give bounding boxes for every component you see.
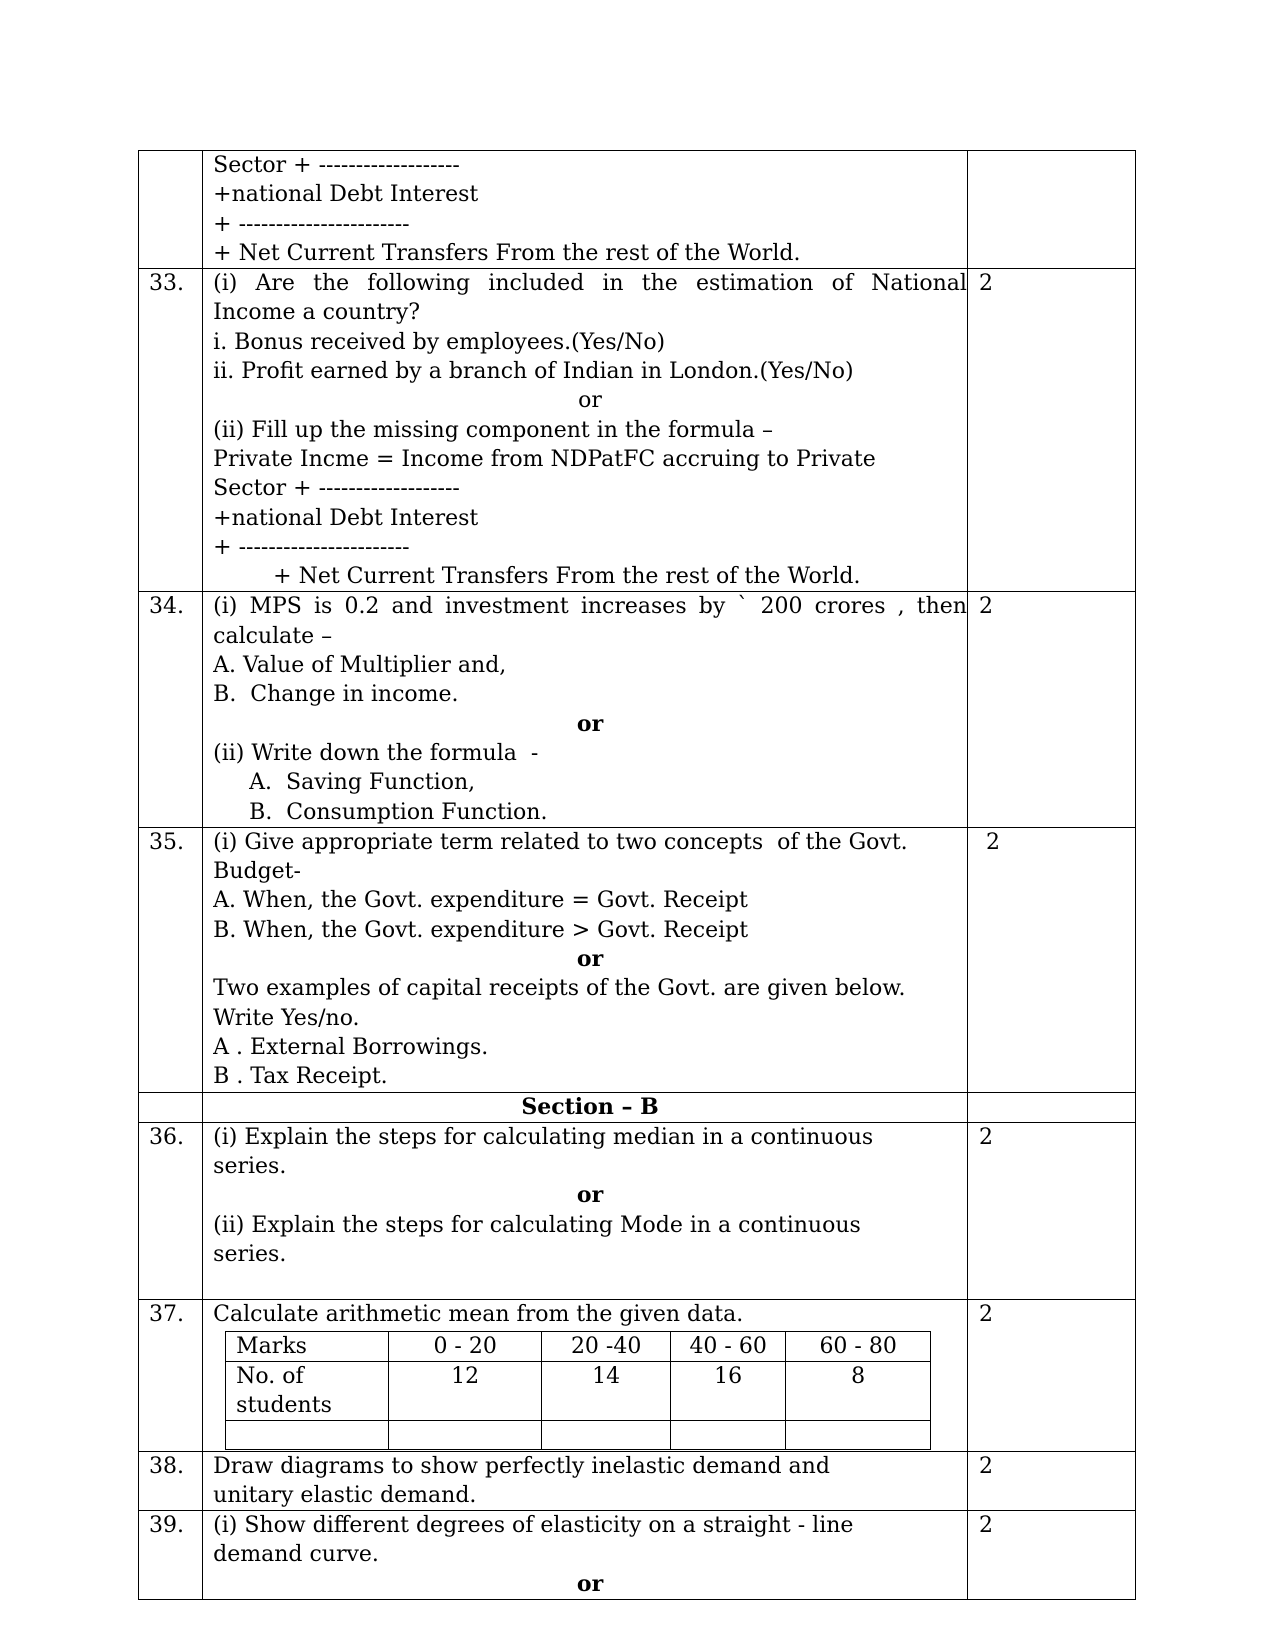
marks-cell: [967, 1092, 1135, 1122]
question-body: [203, 1511, 968, 1600]
data-table-header-row: [226, 1331, 931, 1361]
data-table-empty-row: [226, 1420, 931, 1449]
row-label-line: No. of: [236, 1363, 304, 1389]
text-line: Budget-: [213, 859, 301, 885]
question-number: 38.: [139, 1451, 203, 1511]
empty-cell: [671, 1420, 786, 1449]
section-heading-cell: [203, 1092, 968, 1122]
question-number: 36.: [139, 1122, 203, 1299]
data-table-class-interval: 40 - 60: [671, 1331, 786, 1361]
table-row-q36: [139, 1122, 1136, 1299]
text-line: demand curve.: [213, 1542, 379, 1568]
marks-value: 2: [967, 1300, 1135, 1451]
data-table-frequency: 16: [671, 1361, 786, 1420]
question-body: [203, 1300, 968, 1451]
or-separator: or: [576, 710, 604, 737]
question-body: [203, 592, 968, 827]
text-line: (ii) Write down the formula -: [213, 740, 539, 766]
text-line: +national Debt Interest: [213, 505, 479, 531]
or-separator: or: [578, 388, 602, 414]
table-row-q37: [139, 1300, 1136, 1451]
question-number: 39.: [139, 1511, 203, 1600]
text-line: B. Change in income.: [213, 682, 459, 708]
table-row-q35: [139, 827, 1136, 1092]
or-separator: or: [576, 946, 604, 973]
text-line: Income a country?: [213, 300, 421, 326]
question-body: [203, 1122, 968, 1299]
or-separator: or: [576, 1182, 604, 1209]
text-line: Calculate arithmetic mean from the given data.: [213, 1302, 744, 1328]
data-table-row-label: [226, 1361, 389, 1420]
marks-cell: [967, 151, 1135, 269]
table-row-q33: [139, 269, 1136, 592]
section-title: Section – B: [521, 1093, 659, 1120]
marks-value: 2: [967, 592, 1135, 827]
text-line: i. Bonus received by employees.(Yes/No): [213, 329, 666, 355]
text-line: Draw diagrams to show perfectly inelastic demand and: [213, 1453, 830, 1479]
row-label-line: students: [236, 1392, 332, 1418]
data-table-frequency: 12: [389, 1361, 542, 1420]
text-line: + Net Current Transfers From the rest of the World.: [273, 564, 861, 590]
text-line: (ii) Explain the steps for calculating Mode in a continuous: [213, 1212, 861, 1238]
marks-value: 2: [967, 1122, 1135, 1299]
marks-value: 2: [967, 827, 1135, 1092]
empty-cell: [389, 1420, 542, 1449]
table-row-q38: [139, 1451, 1136, 1511]
data-table-class-interval: 60 - 80: [786, 1331, 931, 1361]
text-line: unitary elastic demand.: [213, 1482, 477, 1508]
question-number: 35.: [139, 827, 203, 1092]
question-table: [138, 150, 1136, 1600]
question-body: [203, 269, 968, 592]
question-number: 33.: [139, 269, 203, 592]
data-table-value-row: [226, 1361, 931, 1420]
text-line: (i) MPS is 0.2 and investment increases by ` 200 crores , then: [213, 594, 967, 620]
table-row-q34: [139, 592, 1136, 827]
marks-value: 2: [967, 1451, 1135, 1511]
text-line: B . Tax Receipt.: [213, 1064, 388, 1090]
empty-cell: [226, 1420, 389, 1449]
text-line: (i) Give appropriate term related to two concepts of the Govt.: [213, 829, 908, 855]
question-number: 34.: [139, 592, 203, 827]
table-row-section-b: [139, 1092, 1136, 1122]
question-body: [203, 827, 968, 1092]
question-number-cell: [139, 1092, 203, 1122]
text-line: A. Value of Multiplier and,: [213, 653, 507, 679]
text-line: +national Debt Interest: [213, 182, 479, 208]
data-table-class-interval: 0 - 20: [389, 1331, 542, 1361]
text-line: + Net Current Transfers From the rest of the World.: [213, 240, 801, 266]
question-number: 37.: [139, 1300, 203, 1451]
text-line: Sector + -------------------: [213, 153, 460, 178]
empty-cell: [542, 1420, 671, 1449]
table-row-q39: [139, 1511, 1136, 1600]
text-line: B. When, the Govt. expenditure > Govt. Receipt: [213, 917, 749, 943]
text-line: (i) Explain the steps for calculating median in a continuous: [213, 1124, 874, 1150]
text-line: + -----------------------: [213, 211, 410, 237]
question-number-cell: [139, 151, 203, 269]
data-table-frequency: 8: [786, 1361, 931, 1420]
text-line: Two examples of capital receipts of the Govt. are given below.: [213, 976, 906, 1002]
marks-value: 2: [967, 269, 1135, 592]
data-table-frequency: 14: [542, 1361, 671, 1420]
text-line: (i) Show different degrees of elasticity on a straight - line: [213, 1513, 854, 1539]
text-line: series.: [213, 1154, 287, 1180]
data-table-class-interval: 20 -40: [542, 1331, 671, 1361]
sub-item: A. Saving Function,: [249, 770, 476, 796]
data-table: [225, 1331, 931, 1450]
question-body: [203, 1451, 968, 1511]
marks-value: 2: [967, 1511, 1135, 1600]
table-row-continuation: [139, 151, 1136, 269]
text-line: Sector + -------------------: [213, 476, 460, 502]
text-line: ii. Profit earned by a branch of Indian in London.(Yes/No): [213, 359, 854, 385]
text-line: (ii) Fill up the missing component in the formula –: [213, 417, 774, 443]
text-line: (i) Are the following included in the estimation of National: [213, 271, 967, 297]
data-table-header-label: Marks: [226, 1331, 389, 1361]
text-line: + -----------------------: [213, 534, 410, 560]
empty-cell: [786, 1420, 931, 1449]
text-line: Write Yes/no.: [213, 1005, 360, 1031]
text-line: A . External Borrowings.: [213, 1034, 489, 1060]
text-line: Private Incme = Income from NDPatFC accruing to Private: [213, 446, 876, 472]
text-line: series.: [213, 1241, 287, 1267]
text-line: calculate –: [213, 623, 333, 649]
sub-item: B. Consumption Function.: [249, 799, 548, 825]
or-separator: or: [576, 1570, 604, 1597]
text-line: A. When, the Govt. expenditure = Govt. Receipt: [213, 888, 748, 914]
question-body: [203, 151, 968, 269]
